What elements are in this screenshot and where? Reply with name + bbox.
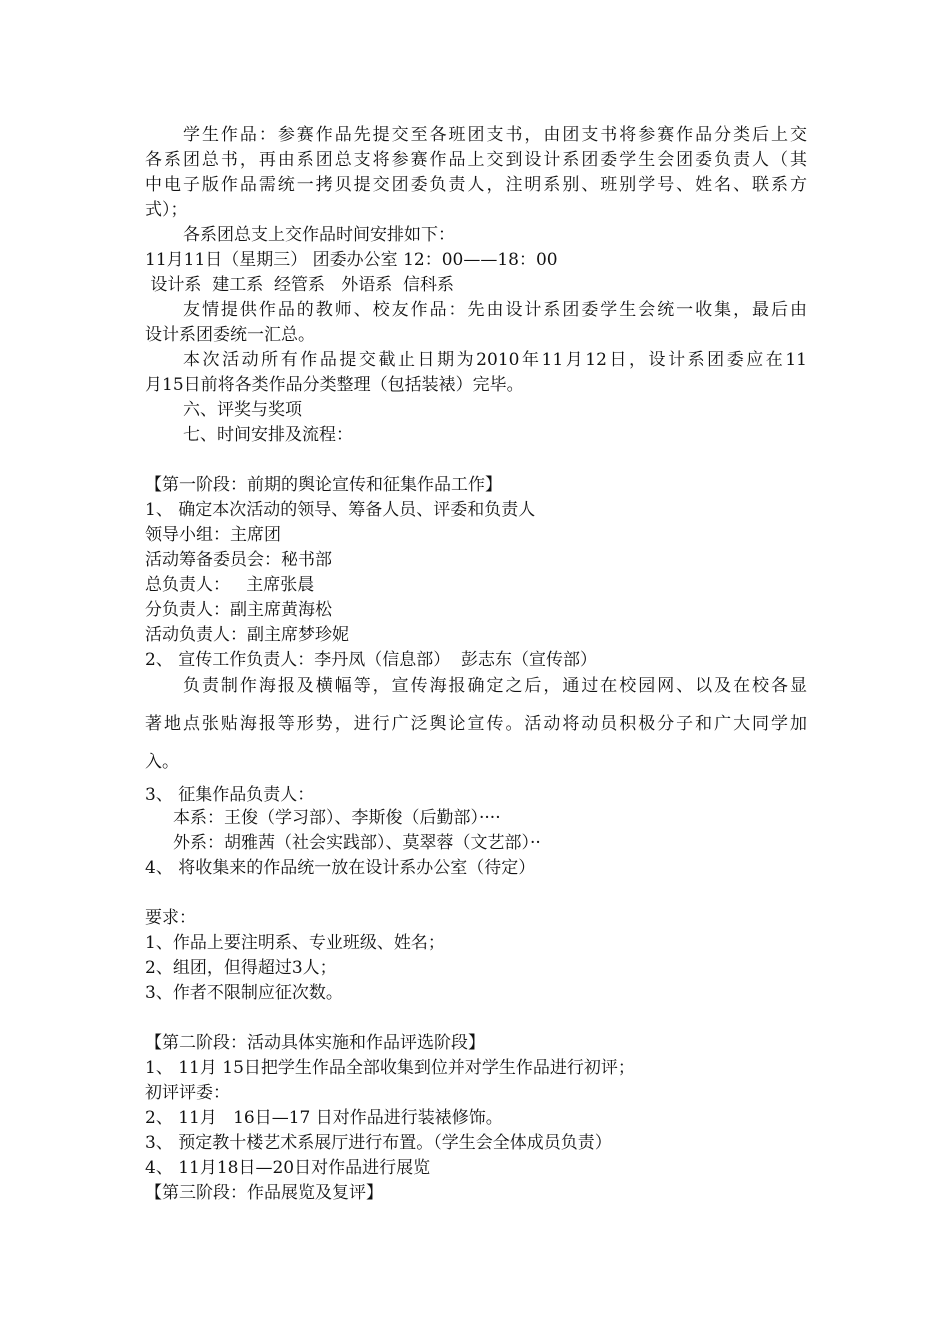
- requirement-2: 2、组团，但得超过3人；: [145, 958, 337, 978]
- stage-one-item-2: 2、 宣传工作负责人：李丹凤（信息部） 彭志东（宣传部）: [145, 650, 598, 670]
- requirement-1: 1、作品上要注明系、专业班级、姓名；: [145, 933, 445, 953]
- friendly-works-line-1: 友情提供作品的教师、校友作品：先由设计系团委学生会统一收集，最后由: [183, 300, 807, 320]
- stage-one-item-1: 1、 确定本次活动的领导、筹备人员、评委和负责人: [145, 500, 536, 520]
- promotion-line-2: 著地点张贴海报等形势，进行广泛舆论宣传。活动将动员积极分子和广大同学加: [145, 714, 807, 734]
- student-works-line-2: 各系团总书，再由系团总支将参赛作品上交到设计系团委学生会团委负责人（其: [145, 150, 807, 170]
- requirements-title: 要求：: [145, 908, 196, 928]
- schedule-departments: 设计系 建工系 经管系 外语系 信科系: [145, 275, 455, 295]
- activity-chief: 活动负责人：副主席梦珍妮: [145, 625, 349, 645]
- schedule-intro: 各系团总支上交作品时间安排如下：: [183, 225, 455, 245]
- preparatory-committee: 活动筹备委员会：秘书部: [145, 550, 332, 570]
- section-six-title: 六、评奖与奖项: [183, 400, 302, 420]
- requirement-3: 3、作者不限制应征次数。: [145, 983, 343, 1003]
- initial-judges: 初评评委：: [145, 1083, 230, 1103]
- student-works-line-3: 中电子版作品需统一拷贝提交团委负责人，注明系别、班别学号、姓名、联系方: [145, 175, 807, 195]
- stage-two-item-4: 4、 11月18日—20日对作品进行展览: [145, 1158, 431, 1178]
- section-seven-title: 七、时间安排及流程：: [183, 425, 353, 445]
- stage-two-item-1: 1、 11月 15日把学生作品全部收集到位并对学生作品进行初评；: [145, 1058, 635, 1078]
- student-works-line-1: 学生作品：参赛作品先提交至各班团支书，由团支书将参赛作品分类后上交: [183, 125, 807, 145]
- chief-in-charge: 总负责人： 主席张晨: [145, 575, 315, 595]
- stage-one-title: 【第一阶段：前期的舆论宣传和征集作品工作】: [145, 475, 502, 495]
- deadline-line-1: 本次活动所有作品提交截止日期为2010年11月12日，设计系团委应在11: [183, 350, 807, 370]
- promotion-line-1: 负责制作海报及横幅等，宣传海报确定之后，通过在校园网、以及在校各显: [183, 676, 807, 696]
- stage-three-title: 【第三阶段：作品展览及复评】: [145, 1183, 383, 1203]
- schedule-time: 11月11日（星期三） 团委办公室 12：00——18：00: [145, 250, 558, 270]
- stage-one-item-4: 4、 将收集来的作品统一放在设计系办公室（待定）: [145, 858, 536, 878]
- stage-two-title: 【第二阶段：活动具体实施和作品评选阶段】: [145, 1033, 485, 1053]
- deadline-line-2: 月15日前将各类作品分类整理（包括装裱）完毕。: [145, 375, 524, 395]
- internal-collectors: 本系：王俊（学习部）、李斯俊（后勤部）····: [173, 808, 501, 828]
- stage-one-item-3: 3、 征集作品负责人：: [145, 785, 315, 805]
- student-works-line-4: 式）；: [145, 200, 188, 220]
- external-collectors: 外系：胡雅茜（社会实践部）、莫翠蓉（文艺部）··: [173, 833, 541, 853]
- stage-two-item-3: 3、 预定教十楼艺术系展厅进行布置。（学生会全体成员负责）: [145, 1133, 612, 1153]
- friendly-works-line-2: 设计系团委统一汇总。: [145, 325, 315, 345]
- promotion-line-3: 入。: [145, 752, 179, 772]
- sub-chief-in-charge: 分负责人：副主席黄海松: [145, 600, 332, 620]
- leader-group: 领导小组：主席团: [145, 525, 281, 545]
- stage-two-item-2: 2、 11月 16日—17 日对作品进行装裱修饰。: [145, 1108, 503, 1128]
